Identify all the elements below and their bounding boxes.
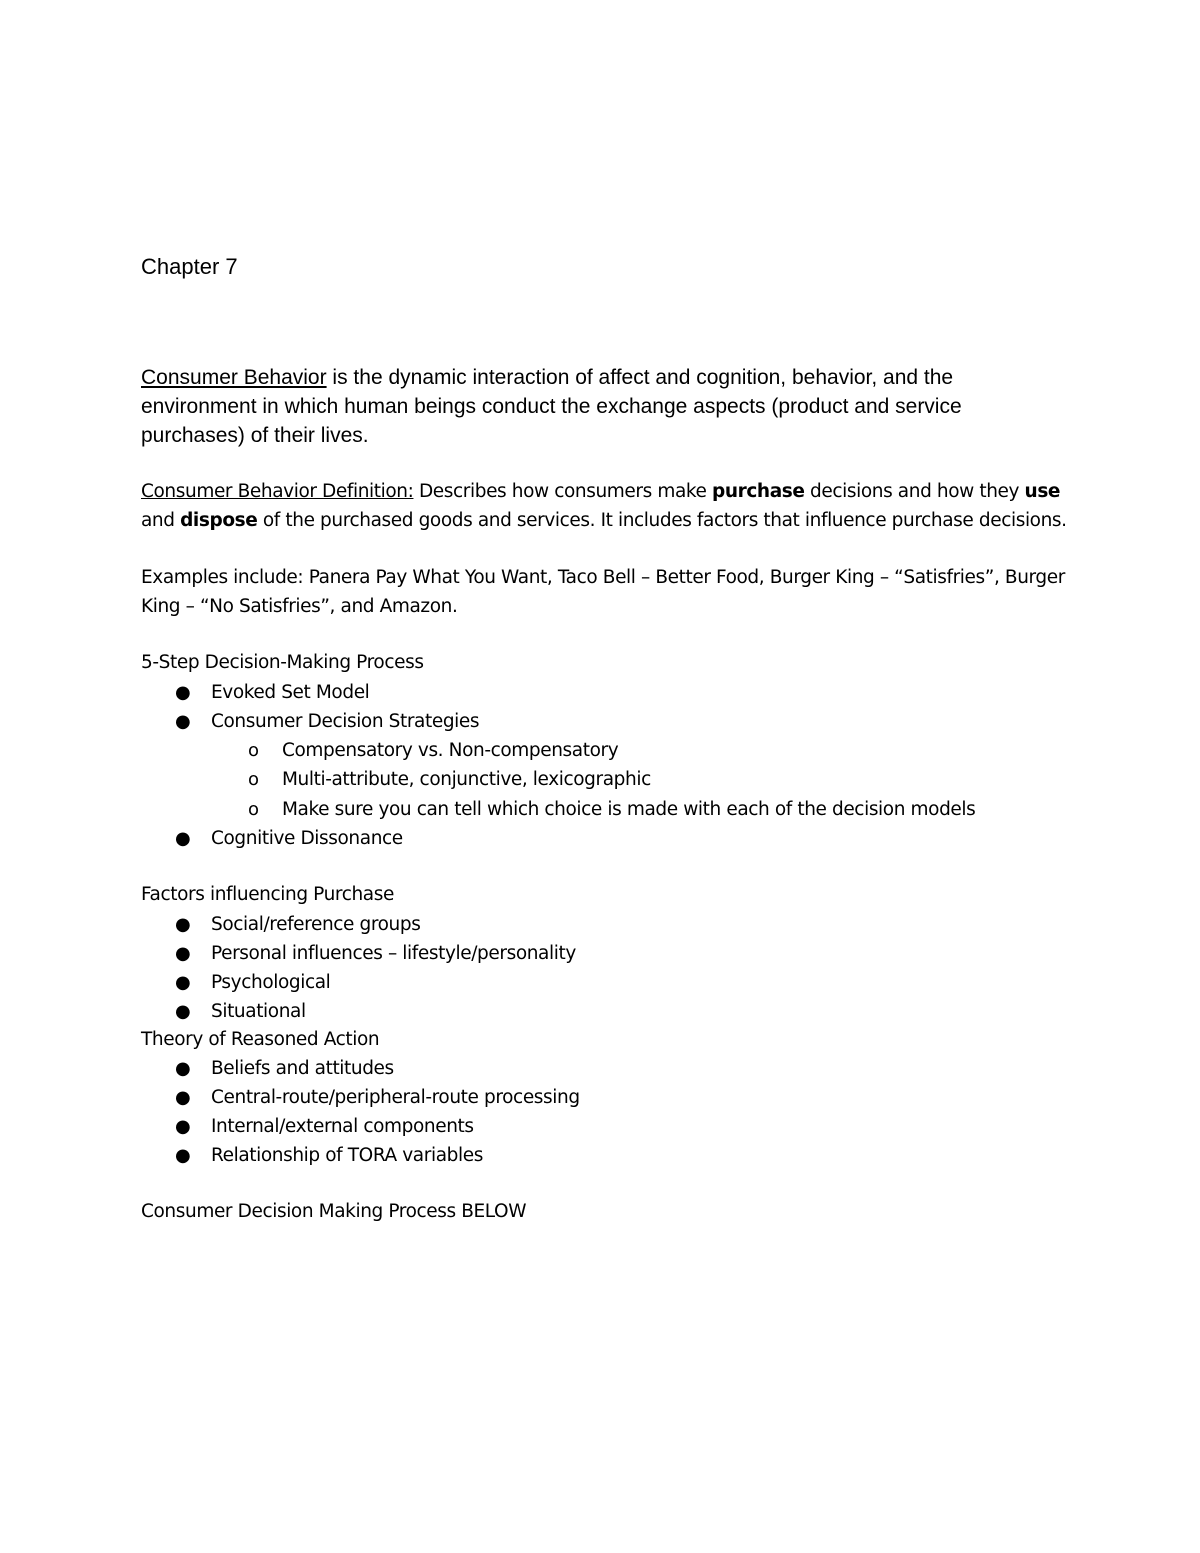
bullet-icon: ●: [175, 1058, 191, 1079]
list-item-label: Psychological: [211, 971, 331, 993]
intro-paragraph: [141, 363, 1071, 450]
bullet-icon: ●: [175, 1145, 191, 1166]
document-page: [141, 253, 1071, 1227]
circle-bullet-icon: o: [248, 739, 259, 761]
sub-list-item-label: Make sure you can tell which choice is made with each of the decision models: [282, 798, 976, 820]
sub-list-item-label: Compensatory vs. Non-compensatory: [282, 739, 619, 761]
list-item-label: Consumer Decision Strategies: [211, 710, 480, 732]
list-item: [141, 968, 1071, 997]
tora-list: [141, 1054, 1071, 1170]
list-item-label: Personal influences – lifestyle/personality: [211, 942, 576, 964]
definition-bold-dispose: dispose: [180, 509, 258, 531]
list-item: [141, 824, 1071, 853]
bullet-icon: ●: [175, 971, 191, 993]
list-item: [141, 1054, 1071, 1083]
list-item-label: Relationship of TORA variables: [211, 1145, 483, 1166]
bullet-icon: ●: [175, 1087, 191, 1108]
definition-bold-use: use: [1024, 481, 1061, 502]
list-item-label: Social/reference groups: [211, 913, 421, 935]
list-item: [141, 1141, 1071, 1170]
list-item: [141, 910, 1071, 939]
definition-bold-purchase: purchase: [712, 481, 805, 502]
bullet-icon: ●: [175, 913, 191, 935]
bullet-icon: ●: [175, 828, 191, 849]
definition-text-1: Describes how consumers make: [413, 481, 713, 502]
factors-list: [141, 910, 1071, 1026]
bullet-icon: ●: [175, 710, 191, 732]
process-list: [141, 678, 1071, 854]
sub-list-item: [141, 795, 1071, 825]
list-item-label: Situational: [211, 1000, 306, 1022]
list-item-label: Evoked Set Model: [211, 681, 370, 703]
circle-bullet-icon: o: [248, 798, 259, 820]
list-item: [141, 939, 1071, 968]
bullet-icon: ●: [175, 942, 191, 964]
tora-heading: Theory of Reasoned Action: [141, 1028, 380, 1050]
definition-text-3: and: [141, 509, 181, 531]
strategies-sublist: [211, 736, 1071, 825]
definition-text-2: decisions and how they: [804, 481, 1025, 502]
list-item: [141, 678, 1071, 707]
bullet-icon: ●: [175, 1116, 191, 1137]
definition-paragraph: [141, 478, 1071, 535]
sub-list-item-label: Multi-attribute, conjunctive, lexicographic: [282, 769, 651, 790]
definition-label: Consumer Behavior Definition:: [141, 481, 414, 502]
list-item-label: Cognitive Dissonance: [211, 828, 403, 849]
intro-term: Consumer Behavior: [141, 366, 327, 389]
list-item-label: Internal/external components: [211, 1116, 474, 1137]
bullet-icon: ●: [175, 681, 191, 703]
closing-line: Consumer Decision Making Process BELOW: [141, 1201, 527, 1222]
factors-heading: Factors influencing Purchase: [141, 884, 394, 905]
circle-bullet-icon: o: [248, 769, 259, 790]
list-item-label: Central-route/peripheral-route processing: [211, 1087, 580, 1108]
sub-list-item: [141, 736, 1071, 766]
bullet-icon: ●: [175, 1000, 191, 1022]
list-item: [141, 1112, 1071, 1141]
list-item: [141, 707, 1071, 825]
process-heading: 5-Step Decision-Making Process: [141, 652, 424, 673]
intro-text: is the dynamic interaction of affect and cognition, behavior, and the environment in which human beings conduct the exchange aspects (product and service purchases) of their lives.: [141, 366, 962, 447]
chapter-title: Chapter 7: [141, 254, 238, 279]
list-item: [141, 997, 1071, 1026]
list-item: [141, 1083, 1071, 1112]
examples-paragraph: Examples include: Panera Pay What You Want, Taco Bell – Better Food, Burger King – “Satisfries”, Burger King – “No Satisfries”, and Amazon.: [141, 567, 1065, 617]
sub-list-item: [141, 765, 1071, 795]
definition-text-4: of the purchased goods and services. It includes factors that influence purchase decisions.: [257, 509, 1067, 531]
list-item-label: Beliefs and attitudes: [211, 1058, 394, 1079]
